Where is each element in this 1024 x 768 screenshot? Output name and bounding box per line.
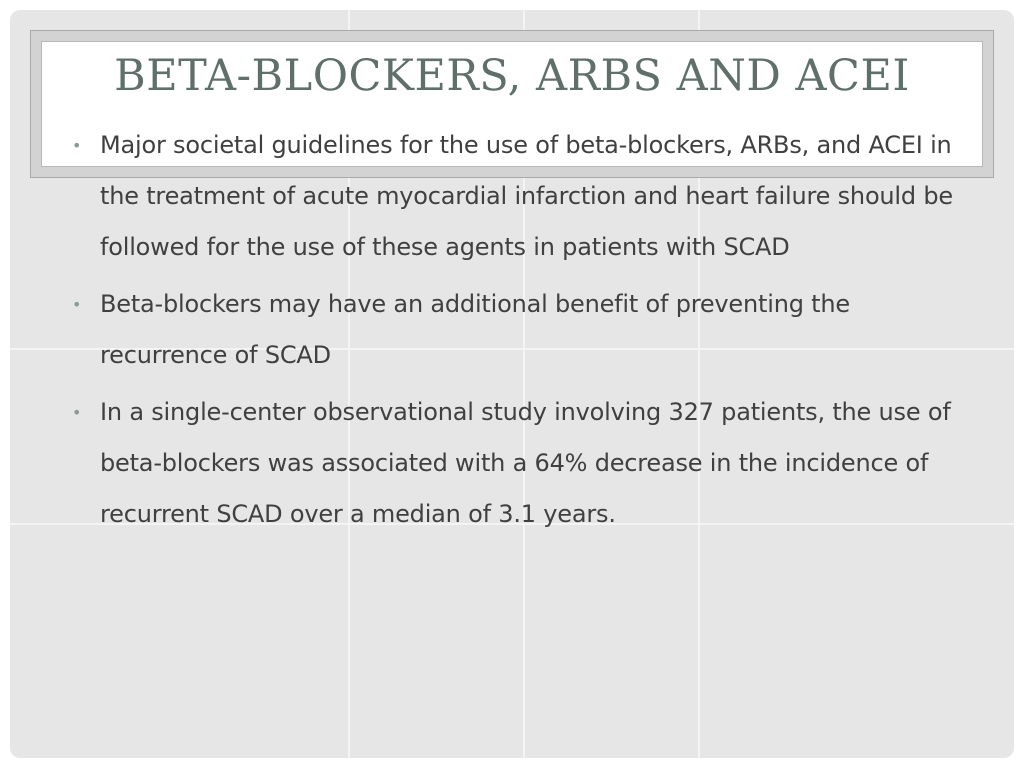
bullet-text: Beta-blockers may have an additional benefit of preventing the recurrence of SCAD xyxy=(100,290,850,369)
bullet-item xyxy=(72,387,982,540)
bullet-list xyxy=(72,120,982,546)
slide-title: BETA-BLOCKERS, ARBS AND ACEI xyxy=(114,51,910,101)
bullet-icon: • xyxy=(72,403,82,422)
bullet-icon: • xyxy=(72,136,82,155)
bullet-item xyxy=(72,279,982,381)
bullet-text: In a single-center observational study involving 327 patients, the use of beta-blockers was associated with a 64% decrease in the incidence of recurrent SCAD over a median of 3.1 years. xyxy=(100,398,951,528)
bullet-text: Major societal guidelines for the use of beta-blockers, ARBs, and ACEI in the treatment of acute myocardial infarction and heart failure should be followed for the use of these agents in patients with SCAD xyxy=(100,131,953,261)
bullet-item xyxy=(72,120,982,273)
bullet-icon: • xyxy=(72,295,82,314)
